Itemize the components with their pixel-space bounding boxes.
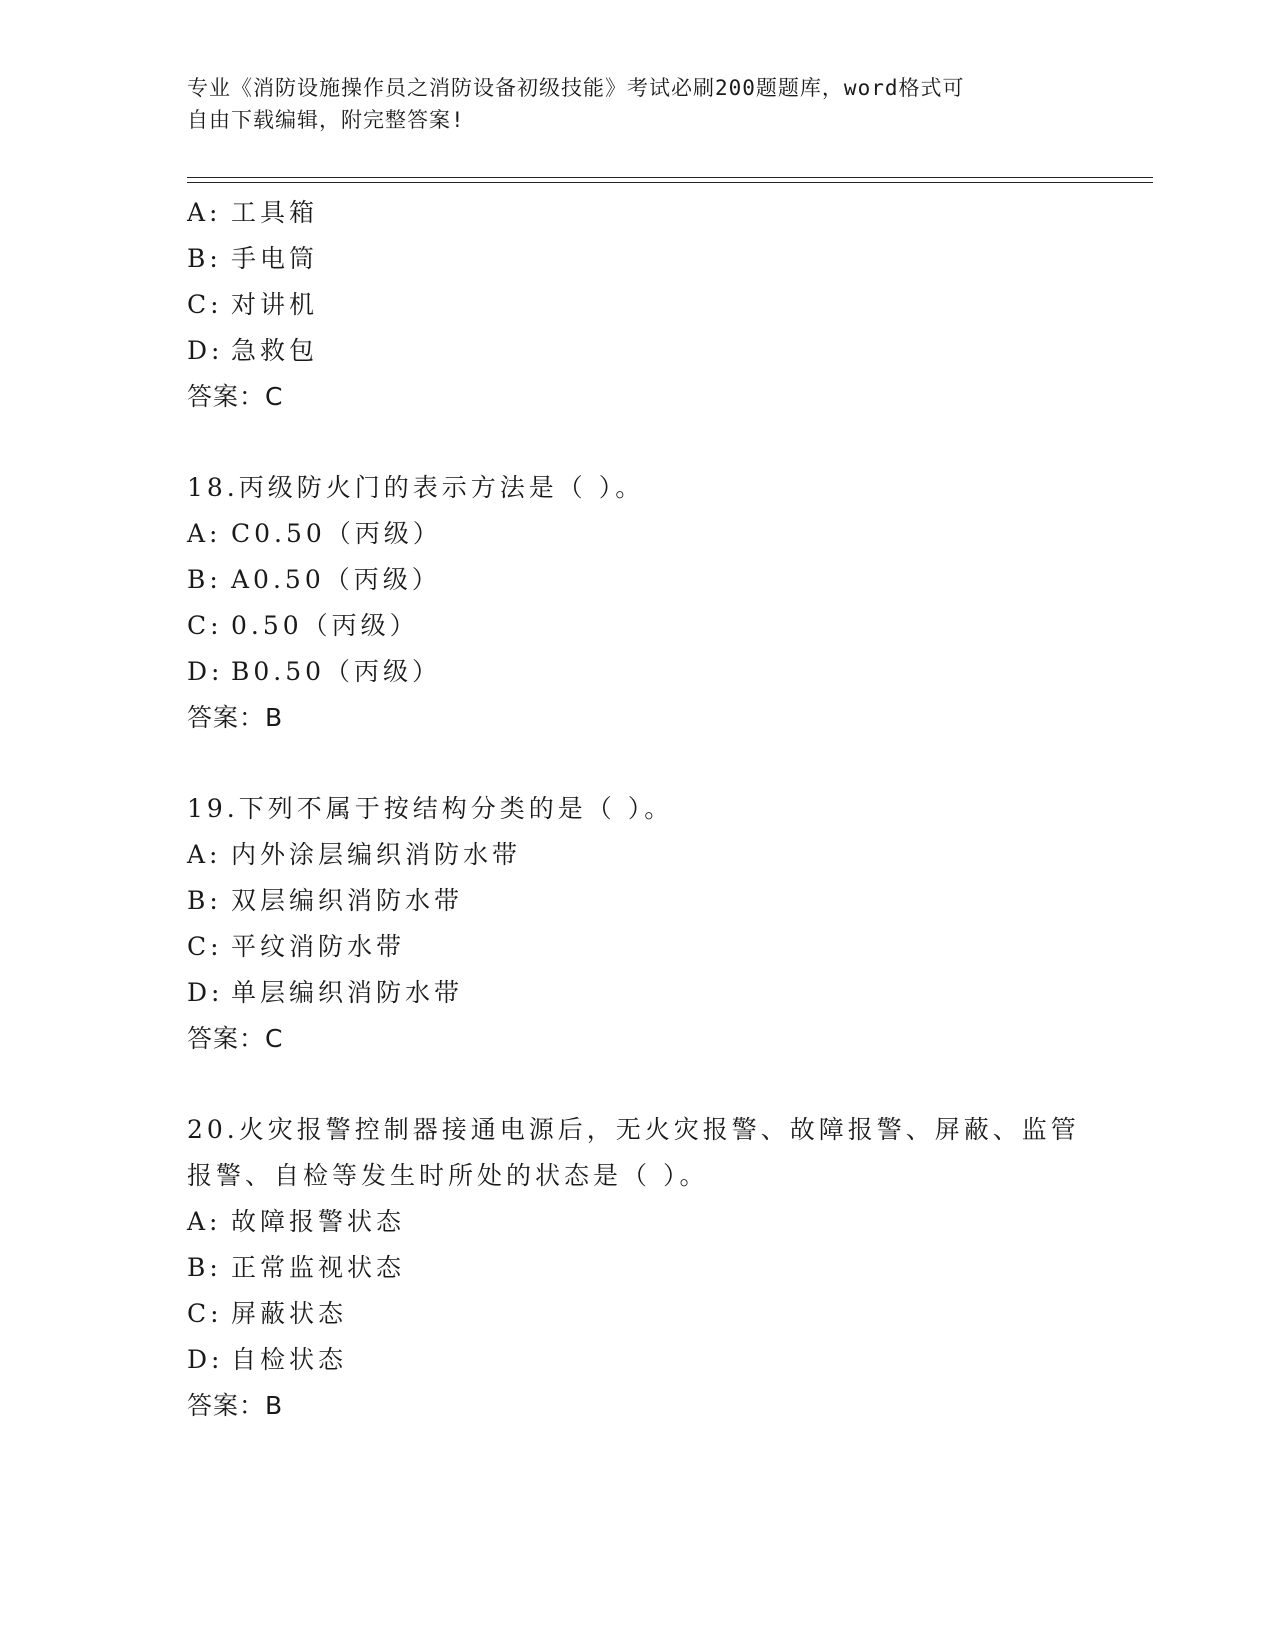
option-text: A0.50（丙级） <box>231 565 441 594</box>
option-text: 对讲机 <box>231 290 319 319</box>
spacer <box>187 420 1087 465</box>
option-text: 平纹消防水带 <box>231 932 406 961</box>
option-c <box>187 603 1087 649</box>
option-key: D: <box>187 978 224 1007</box>
option-d <box>187 970 1087 1016</box>
option-key: B: <box>187 886 222 915</box>
header-line-2: 自由下载编辑，附完整答案! <box>187 108 465 132</box>
option-a <box>187 1199 1087 1245</box>
question-stem-line-1: 20.火灾报警控制器接通电源后，无火灾报警、故障报警、屏蔽、监管 <box>187 1115 1080 1144</box>
option-d <box>187 1337 1087 1383</box>
option-a <box>187 832 1087 878</box>
option-key: D: <box>187 657 224 686</box>
option-text: 单层编织消防水带 <box>231 978 464 1007</box>
option-key: A: <box>187 198 222 227</box>
option-c <box>187 282 1087 328</box>
option-key: B: <box>187 565 222 594</box>
header-line-1: 专业《消防设施操作员之消防设备初级技能》考试必刷200题题库，word格式可 <box>187 76 965 100</box>
option-text: 双层编织消防水带 <box>231 886 464 915</box>
option-key: D: <box>187 1345 224 1374</box>
option-b <box>187 236 1087 282</box>
option-b <box>187 1245 1087 1291</box>
option-c <box>187 924 1087 970</box>
answer-line: 答案：B <box>187 703 284 732</box>
option-key: A: <box>187 519 222 548</box>
option-text: 内外涂层编织消防水带 <box>231 840 522 869</box>
option-text: 手电筒 <box>231 244 319 273</box>
question-list <box>187 190 1087 1429</box>
question-stem-line-2: 报警、自检等发生时所处的状态是（ ）。 <box>187 1161 709 1190</box>
option-key: C: <box>187 611 223 640</box>
option-text: 故障报警状态 <box>231 1207 406 1236</box>
question-block-17 <box>187 190 1087 420</box>
question-block-19 <box>187 786 1087 1062</box>
question-block-20 <box>187 1107 1087 1429</box>
option-c <box>187 1291 1087 1337</box>
spacer <box>187 1062 1087 1107</box>
option-text: 自检状态 <box>231 1345 348 1374</box>
option-text: C0.50（丙级） <box>231 519 442 548</box>
document-header <box>187 72 1067 136</box>
answer-line: 答案：C <box>187 382 284 411</box>
option-a <box>187 511 1087 557</box>
option-text: 急救包 <box>231 336 319 365</box>
header-rule-bottom <box>187 182 1153 183</box>
option-b <box>187 878 1087 924</box>
option-text: 屏蔽状态 <box>231 1299 348 1328</box>
answer-line: 答案：B <box>187 1391 284 1420</box>
question-stem: 18.丙级防火门的表示方法是（ ）。 <box>187 473 645 502</box>
option-text: B0.50（丙级） <box>231 657 442 686</box>
header-rule-top <box>187 177 1153 178</box>
option-d <box>187 328 1087 374</box>
option-key: B: <box>187 1253 222 1282</box>
option-key: C: <box>187 290 223 319</box>
option-key: C: <box>187 1299 223 1328</box>
option-a <box>187 190 1087 236</box>
question-block-18 <box>187 465 1087 741</box>
option-key: A: <box>187 840 222 869</box>
answer-line: 答案：C <box>187 1024 284 1053</box>
option-text: 0.50（丙级） <box>231 611 419 640</box>
option-b <box>187 557 1087 603</box>
spacer <box>187 741 1087 786</box>
question-stem: 19.下列不属于按结构分类的是（ ）。 <box>187 794 674 823</box>
option-text: 正常监视状态 <box>231 1253 406 1282</box>
option-key: D: <box>187 336 224 365</box>
option-key: B: <box>187 244 222 273</box>
option-text: 工具箱 <box>231 198 319 227</box>
option-d <box>187 649 1087 695</box>
option-key: A: <box>187 1207 222 1236</box>
option-key: C: <box>187 932 223 961</box>
